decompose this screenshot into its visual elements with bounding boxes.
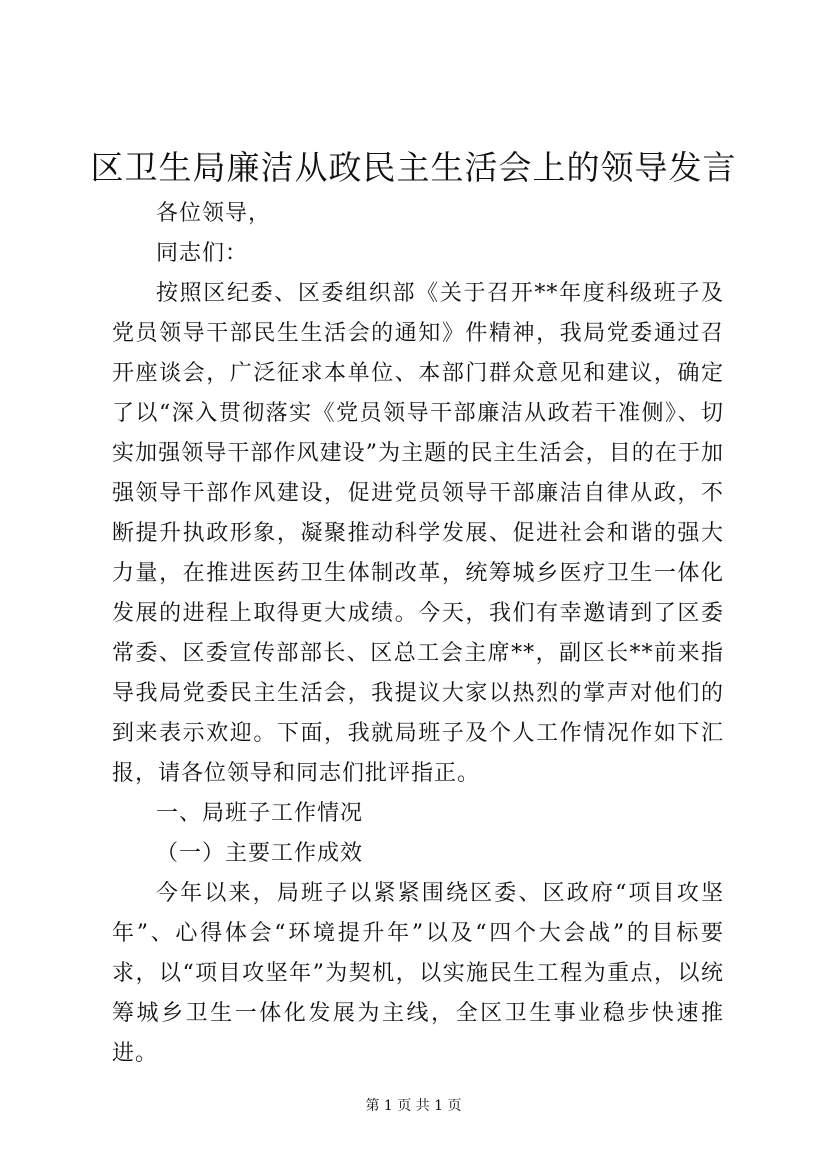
work-summary-paragraph: 今年以来，局班子以紧紧围绕区委、区政府“项目攻坚年”、心得体会“环境提升年”以及“四个大会战”的目标要求，以“项目攻坚年”为契机，以实施民生工程为重点，以统筹城乡卫生一体化发展为主线，全区卫生事业稳步快速推进。	[112, 881, 724, 1066]
intro-paragraph: 按照区纪委、区委组织部《关于召开**年度科级班子及党员领导干部民生生活会的通知》件精神，我局党委通过召开座谈会，广泛征求本单位、本部门群众意见和建议，确定了以“深入贯彻落实《党员领导干部廉洁从政若干准侧》、切实加强领导干部作风建设”为主题的民主生活会，目的在于加强领导干部作风建设，促进党员领导干部廉洁自律从政，不断提升执政形象，凝聚推动科学发展、促进社会和谐的强大力量，在推进医药卫生体制改革，统筹城乡医疗卫生一体化发展的进程上取得更大成绩。今天，我们有幸邀请到了区委常委、区委宣传部部长、区总工会主席**，副区长**前来指导我局党委民主生活会，我提议大家以热烈的掌声对他们的到来表示欢迎。下面，我就局班子及个人工作情况作如下汇报，请各位领导和同志们批评指正。	[112, 281, 724, 786]
subsection-heading: （一）主要工作成效	[156, 841, 364, 866]
salutation-comrades: 同志们：	[156, 241, 249, 266]
section-heading: 一、局班子工作情况	[156, 801, 364, 826]
document-body	[112, 194, 724, 1074]
document-title: 区卫生局廉洁从政民主生活会上的领导发言	[90, 148, 737, 187]
salutation-leaders: 各位领导，	[156, 201, 272, 226]
page-number-footer: 第 1 页 共 1 页	[365, 1098, 462, 1114]
